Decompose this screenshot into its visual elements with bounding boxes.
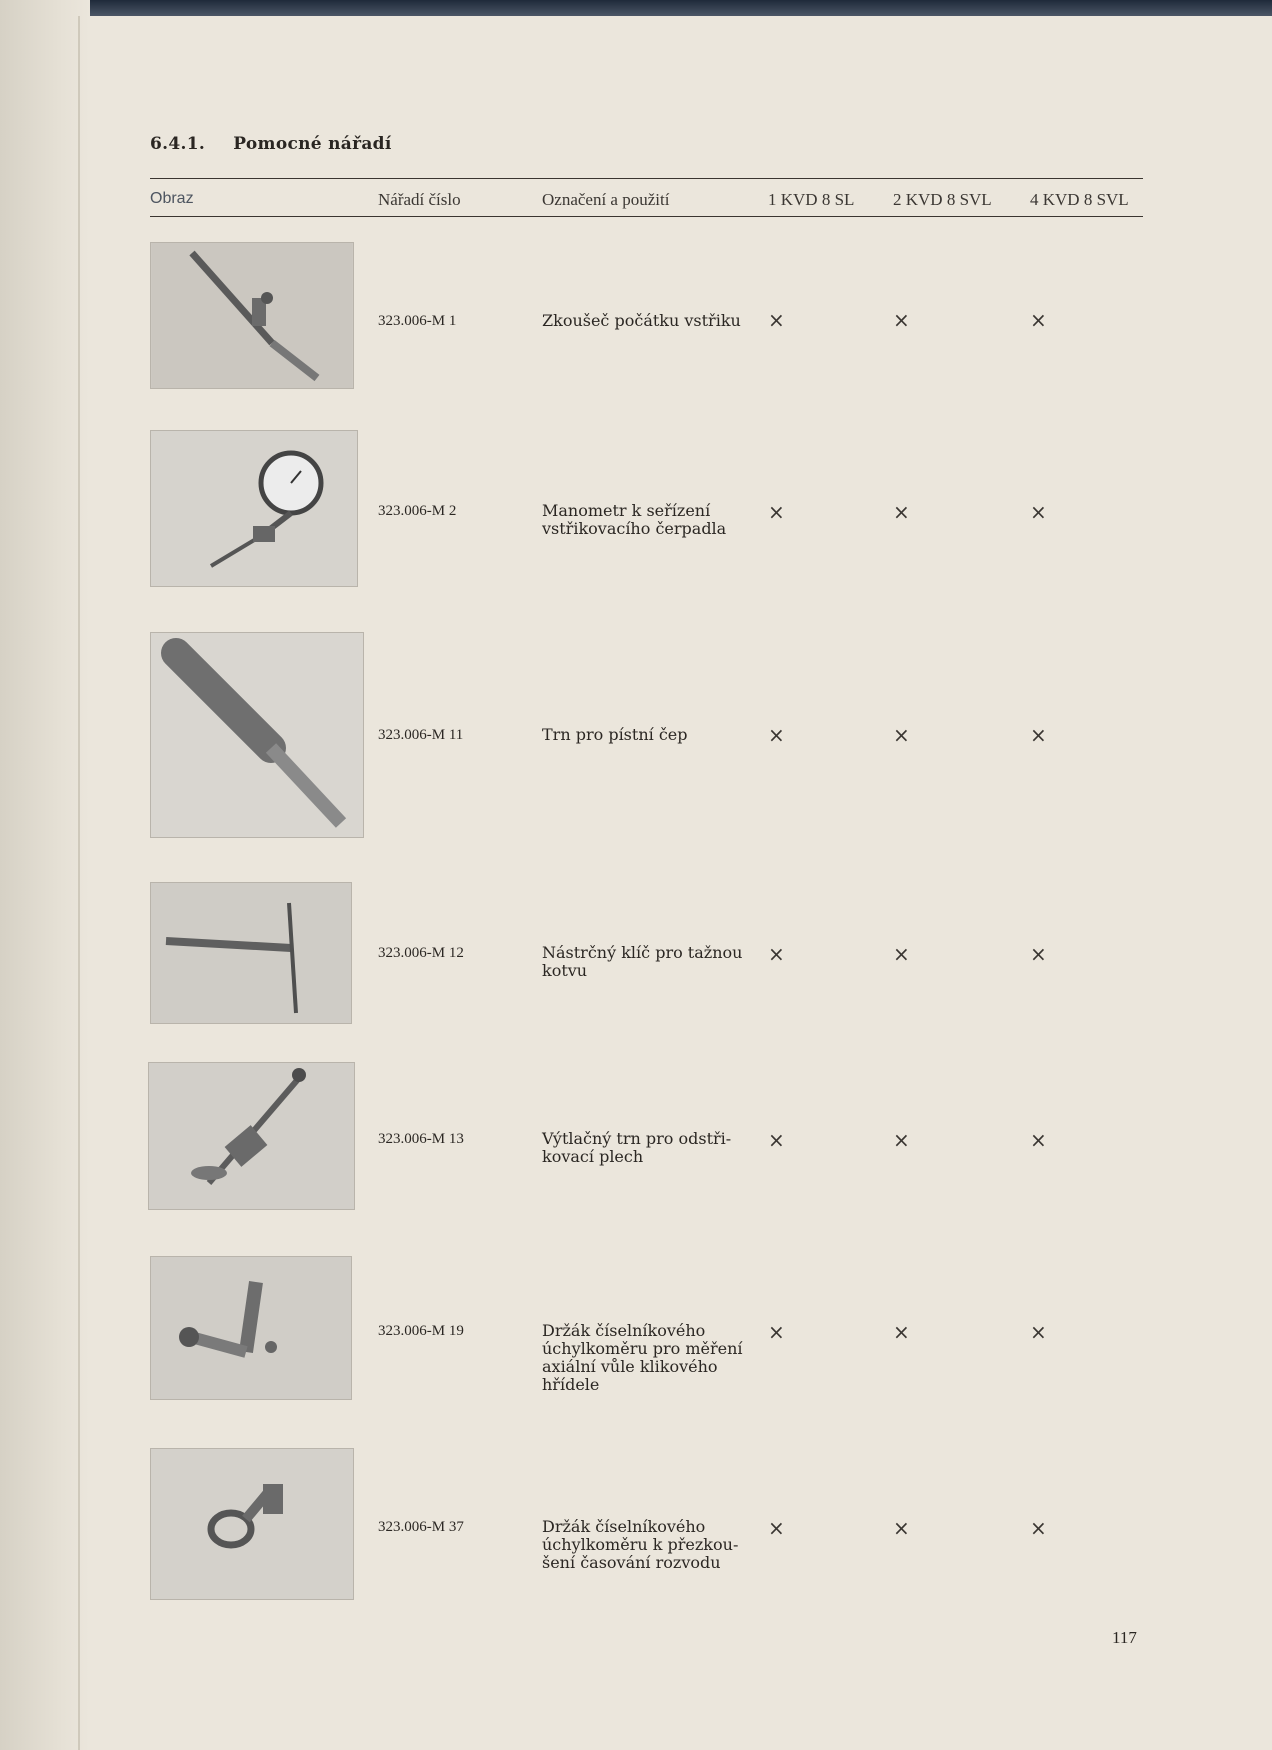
table-row-7-mark-v2: ×: [893, 1516, 910, 1540]
table-row-6-mark-v2: ×: [893, 1320, 910, 1344]
table-row-2-mark-v3: ×: [1030, 500, 1047, 524]
table-row-7-mark-v1: ×: [768, 1516, 785, 1540]
table-row-4-description: Nástrčný klíč pro tažnou kotvu: [542, 943, 743, 980]
column-header-obraz: Obraz: [150, 190, 194, 207]
socket-wrench-photo: [150, 882, 352, 1024]
table-row-6-code: 323.006-M 19: [378, 1323, 464, 1339]
table-row-7-description: Držák číselníkového úchylkoměru k přezkou- šení časování rozvodu: [542, 1517, 739, 1572]
injection-timing-tester-photo: [150, 242, 354, 389]
table-row-6-description: Držák číselníkového úchylkoměru pro měření axiální vůle klikového hřídele: [542, 1321, 743, 1394]
column-header-variant-1: 1 KVD 8 SL: [768, 190, 855, 209]
table-row-2-mark-v2: ×: [893, 500, 910, 524]
page-number: 117: [1112, 1628, 1137, 1647]
table-row-1-mark-v3: ×: [1030, 308, 1047, 332]
section-number: 6.4.1.: [150, 134, 206, 154]
table-row-5-code: 323.006-M 13: [378, 1131, 464, 1147]
table-row-2-code: 323.006-M 2: [378, 503, 457, 519]
extraction-mandrel-photo: [148, 1062, 355, 1210]
piston-pin-mandrel-photo: [150, 632, 364, 838]
pressure-gauge-photo: [150, 430, 358, 587]
column-header-tool-number: Nářadí číslo: [378, 190, 461, 209]
section-heading: [150, 134, 392, 154]
table-row-3-code: 323.006-M 11: [378, 727, 464, 743]
table-row-5-mark-v1: ×: [768, 1128, 785, 1152]
table-row-1-code: 323.006-M 1: [378, 313, 457, 329]
table-row-4-code: 323.006-M 12: [378, 945, 464, 961]
column-header-variant-2: 2 KVD 8 SVL: [893, 190, 992, 209]
table-row-2-mark-v1: ×: [768, 500, 785, 524]
table-row-7-code: 323.006-M 37: [378, 1519, 464, 1535]
table-row-4-mark-v1: ×: [768, 942, 785, 966]
table-row-5-mark-v3: ×: [1030, 1128, 1047, 1152]
dial-indicator-holder-photo: [150, 1256, 352, 1400]
table-row-6-mark-v1: ×: [768, 1320, 785, 1344]
table-row-1-mark-v2: ×: [893, 308, 910, 332]
table-row-7-mark-v3: ×: [1030, 1516, 1047, 1540]
dial-indicator-holder-timing-photo: [150, 1448, 354, 1600]
table-header-rule: [150, 216, 1143, 217]
column-header-variant-3: 4 KVD 8 SVL: [1030, 190, 1129, 209]
table-row-4-mark-v2: ×: [893, 942, 910, 966]
table-row-3-description: Trn pro pístní čep: [542, 725, 688, 744]
column-header-description: Označení a použití: [542, 190, 670, 209]
table-row-2-description: Manometr k seřízení vstřikovacího čerpadla: [542, 501, 727, 538]
table-row-3-mark-v2: ×: [893, 723, 910, 747]
table-row-5-mark-v2: ×: [893, 1128, 910, 1152]
table-row-1-mark-v1: ×: [768, 308, 785, 332]
table-row-3-mark-v1: ×: [768, 723, 785, 747]
table-row-1-description: Zkoušeč počátku vstřiku: [542, 311, 741, 330]
section-title: Pomocné nářadí: [233, 134, 392, 154]
table-row-4-mark-v3: ×: [1030, 942, 1047, 966]
table-row-6-mark-v3: ×: [1030, 1320, 1047, 1344]
table-top-rule: [150, 178, 1143, 179]
table-row-3-mark-v3: ×: [1030, 723, 1047, 747]
table-row-5-description: Výtlačný trn pro odstři- kovací plech: [542, 1129, 732, 1166]
